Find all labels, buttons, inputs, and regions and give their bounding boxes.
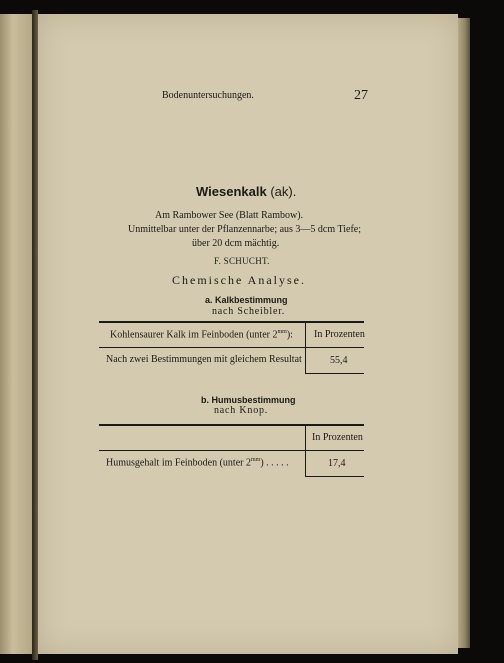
table-a-label-unit: mm bbox=[277, 329, 287, 335]
table-a-label-tail: ): bbox=[286, 329, 293, 341]
table-b-bottom-rule bbox=[305, 476, 364, 477]
table-b-row-value: 17,4 bbox=[328, 458, 346, 469]
table-a-bottom-rule bbox=[305, 373, 364, 374]
table-b-row-text: Humusgehalt im Feinboden (unter 2 bbox=[106, 457, 251, 469]
author: F. SCHUCHT. bbox=[214, 256, 270, 266]
part-a-method: nach Scheibler. bbox=[212, 306, 286, 317]
location-line: Am Rambower See (Blatt Rambow). bbox=[155, 210, 304, 221]
table-a-value-header: In Prozenten bbox=[314, 329, 365, 340]
description-line-2: über 20 dcm mächtig. bbox=[192, 238, 280, 249]
table-a-top-rule bbox=[99, 321, 364, 323]
table-b-row-tail: ) . . . . . bbox=[260, 457, 289, 469]
table-b-header-rule bbox=[99, 450, 364, 451]
table-a-row-label: Nach zwei Bestimmungen mit gleichem Resultat . bbox=[106, 354, 307, 365]
running-title: Bodenuntersuchungen. bbox=[162, 90, 254, 101]
section-title: Chemische Analyse. bbox=[172, 273, 306, 287]
part-a-heading: a. Kalkbestimmung bbox=[205, 295, 288, 305]
table-a-row-value: 55,4 bbox=[330, 355, 348, 366]
table-b-value-header: In Prozenten bbox=[312, 432, 363, 443]
title-main: Wiesenkalk bbox=[196, 184, 267, 199]
facing-page-edge bbox=[0, 14, 34, 654]
table-a-label-header bbox=[110, 329, 293, 340]
table-a-label-text: Kohlensaurer Kalk im Feinboden (unter 2 bbox=[110, 329, 278, 341]
page-edge-right bbox=[458, 18, 470, 648]
part-b-method: nach Knop. bbox=[214, 405, 269, 416]
table-b-row-label bbox=[106, 457, 289, 468]
table-a-header-rule bbox=[99, 347, 364, 348]
page-title bbox=[196, 184, 296, 199]
table-b-column-divider bbox=[305, 424, 306, 476]
title-abbreviation: (ak). bbox=[270, 184, 297, 199]
page-number: 27 bbox=[354, 88, 368, 103]
description-line-1: Unmittelbar unter der Pflanzennarbe; aus 3—5 dcm Tiefe; bbox=[128, 224, 361, 235]
part-b-heading: b. Humusbestimmung bbox=[201, 395, 296, 405]
table-b-row-unit: mm bbox=[250, 457, 261, 463]
table-a-column-divider bbox=[305, 321, 306, 373]
table-b-top-rule bbox=[99, 424, 364, 426]
